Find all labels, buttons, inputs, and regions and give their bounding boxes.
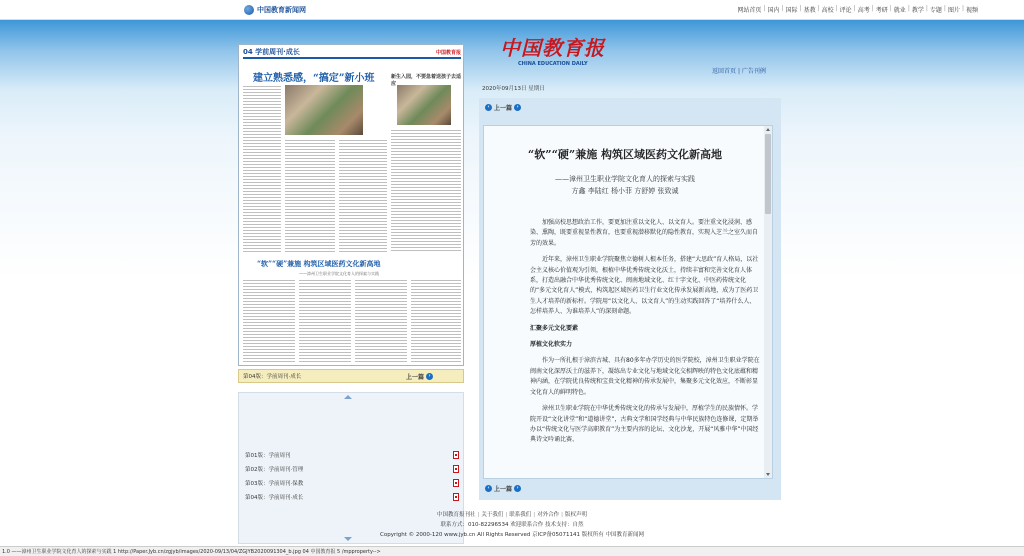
article-content	[483, 125, 773, 479]
issue-date: 2020年09月13日 星期日	[482, 86, 545, 92]
newspaper-masthead[interactable]	[500, 32, 610, 72]
site-logo[interactable]	[244, 4, 306, 16]
nav-separator: |	[799, 5, 802, 12]
prev-article-button[interactable]	[406, 372, 433, 381]
nav-separator: |	[781, 5, 784, 12]
footer-link[interactable]: 中国教育报刊社	[436, 512, 476, 518]
pdf-icon[interactable]	[453, 479, 459, 487]
arrow-right-icon: ›	[514, 485, 521, 492]
nav-separator: |	[961, 5, 964, 12]
header-links-separator: |	[737, 68, 740, 75]
nav-item[interactable]: 基教	[803, 7, 816, 14]
status-bar: 1.0 ——漳州卫生职业学院文化育人的探索与实践 1 http://Paper.Jyb.cn/zgjyb/images/2020-09/13/04/ZGJYB2020091304_b.jpg 04 中国教育报 5 /mpproperty-->	[0, 546, 1024, 556]
prev-article-nav-bottom[interactable]	[485, 484, 521, 493]
nav-item[interactable]: 专题	[929, 7, 942, 14]
scroll-down-icon[interactable]	[766, 473, 770, 476]
nav-separator: |	[763, 5, 766, 12]
paper-title-en: CHINA EDUCATION DAILY	[518, 61, 588, 67]
globe-icon	[244, 5, 254, 15]
page-list-item[interactable]	[245, 449, 459, 460]
footer-link[interactable]: 对外合作	[537, 512, 560, 518]
page-list-label[interactable]: 第03版：学前周刊·保教	[245, 480, 304, 487]
pdf-icon[interactable]	[453, 451, 459, 459]
page-list-item[interactable]	[245, 463, 459, 474]
article-panel	[479, 98, 781, 500]
arrow-right-icon: ›	[426, 373, 433, 380]
nav-item[interactable]: 图片	[947, 7, 960, 14]
thumb-text-block	[355, 279, 407, 363]
thumb-text-block	[411, 279, 461, 363]
page-list-label[interactable]: 第02版：学前周刊·管理	[245, 466, 304, 473]
current-page-bar	[238, 369, 464, 383]
thumb-text-block	[243, 85, 281, 253]
page-navigator	[238, 44, 464, 501]
pdf-icon[interactable]	[453, 493, 459, 501]
footer-link[interactable]: 关于我们	[481, 512, 504, 518]
thumb-text-block	[339, 139, 387, 253]
scroll-up-icon[interactable]	[766, 128, 770, 131]
article-paragraph: 漳州卫生职业学院在中华优秀传统文化的传承与发展中，厚植学生的民族情怀。学院开设“文化讲堂”和“道德讲堂”，古典文学和国学经典与中华民族特色连修课，定期举办以“传统文化与医学高职教育”为主要内容的论坛、文化沙龙，开展“风雅中华”中国经典诗文吟诵比赛、	[530, 405, 759, 444]
arrow-left-icon: ‹	[485, 485, 492, 492]
footer	[0, 510, 1024, 540]
article-heading: 汇聚多元文化要素	[530, 324, 579, 332]
paper-title-cn: 中国教育报	[500, 36, 605, 60]
prev-article-nav-top[interactable]	[485, 103, 521, 112]
nav-item[interactable]: 就业	[893, 7, 906, 14]
nav-separator: |	[907, 5, 910, 12]
nav-item[interactable]: 评论	[839, 7, 852, 14]
footer-copyright: Copyright © 2000-120 www.jyb.cn All Rights Reserved 京ICP备05071141 版权所有 中国教育新闻网	[380, 532, 644, 538]
thumb-article-title[interactable]: “软”“硬”兼施 构筑区域医药文化新高地	[257, 259, 381, 268]
scroll-up-icon[interactable]	[344, 395, 352, 399]
nav-separator: |	[835, 5, 838, 12]
article-body	[530, 218, 760, 452]
nav-item[interactable]: 国际	[785, 7, 798, 14]
nav-separator: |	[925, 5, 928, 12]
article-subtitle: ——漳州卫生职业学院文化育人的探索与实践	[555, 175, 695, 183]
nav-item[interactable]: 国内	[767, 7, 780, 14]
nav-separator: |	[853, 5, 856, 12]
prev-article-label: 上一篇	[405, 373, 424, 381]
thumb-text-block	[299, 279, 351, 363]
nav-separator: |	[871, 5, 874, 12]
arrow-right-icon: ›	[514, 104, 521, 111]
prev-article-label: 上一篇	[494, 105, 513, 112]
current-page-label: 第04版：学前周刊·成长	[243, 374, 302, 380]
thumb-photo-side	[397, 85, 451, 125]
nav-item[interactable]: 高校	[821, 7, 834, 14]
article-paragraph: 加强高校思想政治工作，要更加注重以文化人、以文育人。要注重文化浸润、感染、熏陶，既要重视显性教育，也要重视潜移默化的隐性教育，实现入芝兰之室久而自芳的效果。	[530, 219, 759, 247]
footer-separator: |	[561, 512, 563, 518]
nav-separator: |	[943, 5, 946, 12]
nav-item[interactable]: 网站首页	[737, 7, 762, 14]
top-bar	[0, 0, 1024, 20]
footer-separator: |	[533, 512, 536, 518]
thumb-masthead: 中国教育报	[435, 49, 461, 56]
arrow-left-icon: ‹	[485, 104, 492, 111]
ad-rates-link[interactable]: 广告刊例	[741, 68, 766, 75]
thumb-header	[243, 47, 461, 59]
header-links	[712, 66, 766, 75]
nav-separator: |	[889, 5, 892, 12]
thumb-photo	[285, 85, 363, 135]
nav-item[interactable]: 考研	[875, 7, 888, 14]
article-scrollbar[interactable]	[764, 126, 772, 478]
thumb-side-title[interactable]: 新生入园，不要急着送孩子去适应	[391, 74, 462, 87]
page-list-item[interactable]	[245, 491, 459, 502]
thumb-text-block	[285, 139, 335, 253]
footer-link[interactable]: 版权声明	[564, 512, 587, 518]
scrollbar-thumb[interactable]	[765, 134, 771, 214]
thumb-text-block	[243, 279, 295, 363]
main-nav	[735, 5, 980, 14]
nav-item[interactable]: 视频	[965, 7, 978, 14]
article-heading: 厚植文化软实力	[530, 341, 573, 349]
nav-item[interactable]: 高考	[857, 7, 870, 14]
page-list-item[interactable]	[245, 477, 459, 488]
nav-separator: |	[817, 5, 820, 12]
footer-contact: 联系方式：010-82296534 欢迎联系合作 技术支持：自然	[440, 522, 584, 528]
article-paragraph: 近年来，漳州卫生职业学院聚焦立德树人根本任务，搭建“大思政”育人格局，以社会主义核心价值观为引领，根植中华优秀传统文化沃土，持续丰富和完善文化育人体系，打造出融合中华优秀传统文化、闽南地域文化、红十字文化、中医药传统文化的“多元文化育人”模式，构筑起区域医药卫生行业文化传承发展新高地，成为了医药卫生人才培养的新标杆。学院用“以文化人、以文育人”的生动实践回答了“培养什么人、怎样培养人、为谁培养人”的深刻命题。	[530, 256, 759, 316]
prev-article-label: 上一篇	[494, 486, 513, 493]
site-name: 中国教育新闻网	[257, 6, 306, 14]
nav-item[interactable]: 教学	[911, 7, 924, 14]
article-authors: 方鑫 李陆红 杨小菲 方舒婷 张致诚	[571, 187, 679, 195]
thumb-main-title[interactable]: 建立熟悉感，“搞定”新小班	[253, 73, 375, 84]
thumb-text-block	[391, 129, 461, 253]
article-paragraph: 作为一所扎根于漳滨古城、具有80多年办学历史的医学院校，漳州卫生职业学院在闽南文化深厚沃土的滋养下，凝练出专业文化与地域文化交相辉映的特色文化底蕴和精神内涵，在学院优良传统和宝贵文化精神的传承发展中，集聚多元文化效应，不断彰显文化育人的鲜明特色。	[530, 357, 760, 396]
page-list-label[interactable]: 第04版：学前周刊·成长	[245, 494, 304, 501]
footer-separator: |	[477, 512, 480, 518]
pdf-icon[interactable]	[453, 465, 459, 473]
footer-separator: |	[505, 512, 508, 518]
page-list-label[interactable]: 第01版：学前周刊	[245, 452, 291, 459]
back-home-link[interactable]: 返回首页	[712, 68, 737, 75]
thumb-article-subtitle: ——漳州卫生职业学院文化育人的探索与实践	[299, 271, 379, 276]
thumb-page-label: 04 学前周刊·成长	[243, 48, 300, 56]
article-title: “软”“硬”兼施 构筑区域医药文化新高地	[527, 148, 723, 161]
page-thumbnail[interactable]	[238, 44, 464, 366]
footer-links	[0, 510, 1024, 520]
footer-link[interactable]: 联系我们	[509, 512, 532, 518]
